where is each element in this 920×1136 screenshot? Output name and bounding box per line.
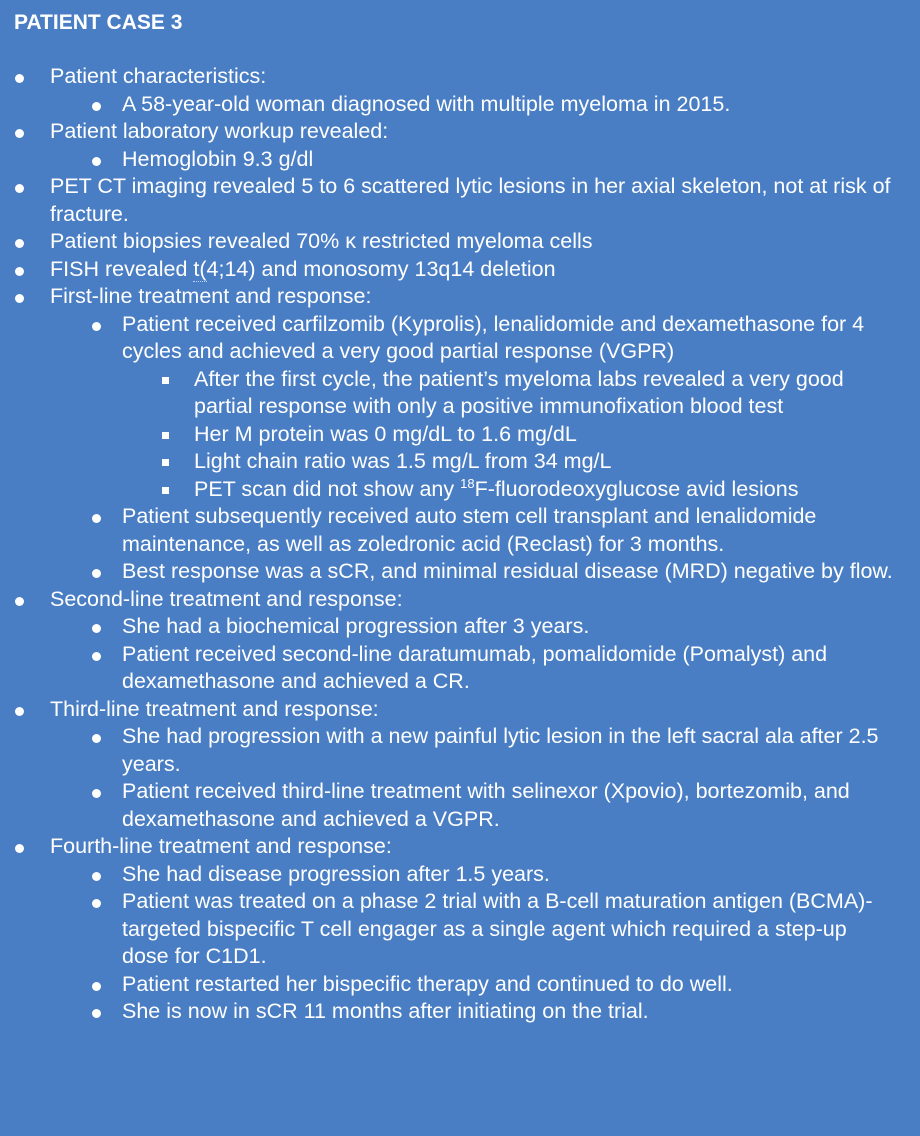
list-item [50,146,896,174]
list-item [122,476,896,504]
bullet-icon [15,129,24,138]
list-item [122,448,896,476]
list-item [50,91,896,119]
item-label: Fourth-line treatment and response: [50,834,392,858]
item-text: She had a biochemical progression after 3 years. [122,614,590,638]
list-item-pet-ct [0,173,896,228]
page-title: PATIENT CASE 3 [14,11,183,34]
list-item [50,558,896,586]
list-item [50,503,896,558]
item-text: Patient was treated on a phase 2 trial with a B-cell maturation antigen (BCMA)-targeted bispecific T cell engager as a single agent which required a step-up dose for C1D1. [122,889,873,968]
sub-list [50,311,896,586]
bullet-icon [15,267,24,276]
bullet-icon [15,184,24,193]
item-text: Patient received carfilzomib (Kyprolis), lenalidomide and dexamethasone for 4 cycles and achieved a very good partial response (VGPR) [122,311,865,363]
item-label: First-line treatment and response: [50,284,372,308]
case-outline [0,63,896,1026]
bullet-icon [92,652,101,661]
list-item-fourth-line [0,833,896,1026]
item-text: She had disease progression after 1.5 years. [122,861,550,886]
item-label: Patient laboratory workup revealed: [50,119,389,143]
item-label: Third-line treatment and response: [50,696,379,721]
isotope-superscript: 18 [460,475,475,491]
sub-list [50,861,896,1026]
sub-list [50,723,896,833]
item-text: Patient restarted her bispecific therapy and continued to do well. [122,971,733,996]
square-bullet-icon [162,377,169,384]
bullet-icon [92,899,101,908]
item-text: Patient subsequently received auto stem cell transplant and lenalidomide maintenance, as well as zoledronic acid (Reclast) for 3 months. [122,504,817,556]
bullet-icon [92,789,101,798]
list-item-characteristics [0,63,896,118]
bullet-icon [92,624,101,633]
bullet-icon [92,157,101,166]
list-item [50,971,896,999]
square-bullet-icon [162,487,169,494]
item-text: Patient received second-line daratumumab, pomalidomide (Pomalyst) and dexamethasone and achieved a CR. [122,641,828,693]
bullet-icon [15,74,24,83]
square-bullet-icon [162,459,169,466]
list-item-third-line [0,696,896,834]
item-label: Patient characteristics: [50,64,267,88]
bullet-icon [15,294,24,303]
sub-list [50,91,896,119]
bullet-icon [15,597,24,606]
item-text: A 58-year-old woman diagnosed with multiple myeloma in 2015. [122,91,731,116]
sub-list [50,146,896,174]
item-text: After the first cycle, the patient’s myeloma labs revealed a very good partial response with only a positive immunofixation blood test [194,366,844,418]
item-text: Hemoglobin 9.3 g/dl [122,146,314,171]
list-item [50,613,896,641]
list-item [122,421,896,449]
bullet-icon [92,1009,101,1018]
list-item-first-line [0,283,896,586]
list-item-fish [0,256,896,284]
list-item [50,888,896,971]
bullet-icon [92,872,101,881]
list-item [122,366,896,421]
list-item [50,311,896,504]
item-text: Best response was a sCR, and minimal residual disease (MRD) negative by flow. [122,559,893,583]
fish-marked-text: t( [193,256,207,281]
bullet-icon [15,239,24,248]
pet-scan-after: F-fluorodeoxyglucose avid lesions [474,476,799,501]
list-item-labs [0,118,896,173]
item-text: Patient received third-line treatment with selinexor (Xpovio), bortezomib, and dexamethasone and achieved a VGPR. [122,779,850,831]
item-text: Her M protein was 0 mg/dL to 1.6 mg/dL [194,421,577,446]
list-item [50,998,896,1026]
bullet-icon [15,707,24,716]
bullet-icon [92,102,101,111]
item-text: Light chain ratio was 1.5 mg/L from 34 mg/L [194,449,612,473]
item-text: Patient biopsies revealed 70% κ restricted myeloma cells [50,229,593,253]
bullet-icon [92,322,101,331]
list-item [50,861,896,889]
list-item [50,778,896,833]
list-item-biopsies [0,228,896,256]
fish-prefix: FISH revealed [50,256,194,281]
bullet-icon [92,569,101,578]
item-text: She is now in sCR 11 months after initiating on the trial. [122,999,649,1023]
list-item [50,641,896,696]
bullet-icon [15,844,24,853]
item-label: Second-line treatment and response: [50,586,403,611]
item-text: She had progression with a new painful lytic lesion in the left sacral ala after 2.5 years. [122,724,879,776]
square-bullet-icon [162,432,169,439]
item-text: PET CT imaging revealed 5 to 6 scattered lytic lesions in her axial skeleton, not at risk of fracture. [50,174,891,226]
bullet-icon [92,514,101,523]
bullet-icon [92,982,101,991]
pet-scan-before: PET scan did not show any [194,476,461,501]
list-item [50,723,896,778]
sub-sub-list [122,366,896,504]
sub-list [50,613,896,696]
bullet-icon [92,734,101,743]
list-item-second-line [0,586,896,696]
fish-suffix: 4;14) and monosomy 13q14 deletion [206,256,556,281]
